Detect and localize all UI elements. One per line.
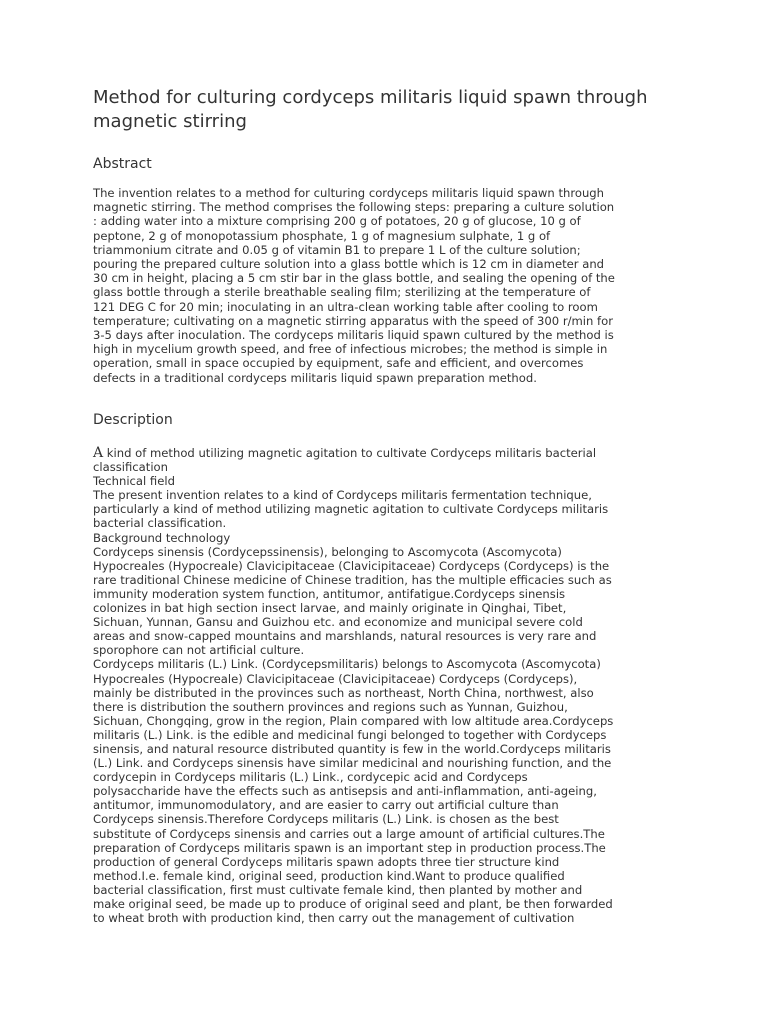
description-paragraph: The present invention relates to a kind of Cordyceps militaris fermentation technique, particularly a kind of method utilizing magnetic agitation to cultivate Cordyceps militaris bacterial classification. (93, 488, 609, 531)
description-first-letter: A (93, 445, 104, 461)
technical-field-heading: Technical field (93, 474, 175, 489)
description-paragraph: Cordyceps militaris (L.) Link. (Cordycepsmilitaris) belongs to Ascomycota (Ascomycota) Hypocreales (Hypocreale) Clavicipitaceae (Clavicipitaceae) Cordyceps (Cordyceps), mainly be distributed in the provinces such as northeast, North China, northwest, also there is distribution the southern provinces and regions such as Yunnan, Guizhou, Sichuan, Chongqing, grow in the region, Plain compared with low altitude area.Cordyceps militaris (L.) Link. is the edible and medicinal fungi belonged to together with Cordyceps sinensis, and natural resource distributed quantity is few in the world.Cordyceps militaris (L.) Link. and Cordyceps sinensis have similar medicinal and nourishing function, and the cordycepin in Cordyceps militaris (L.) Link., cordycepic acid and Cordyceps polysaccharide have the effects such as antisepsis and anti-inflammation, anti-ageing, antitumor, immunomodulatory, and are easier to carry out artificial culture than Cordyceps sinensis.Therefore Cordyceps militaris (L.) Link. is chosen as the best substitute of Cordyceps sinensis and carries out a large amount of artificial cultures.The preparation of Cordyceps militaris spawn is an important step in production process.The production of general Cordyceps militaris spawn adopts three tier structure kind method.I.e. female kind, original seed, production kind.Want to produce qualified bacterial classification, first must cultivate female kind, then planted by mother and make original seed, be made up to produce of original seed and plant, be then forwarded to wheat broth with production kind, then carry out the management of cultivation (93, 657, 614, 926)
description-body (93, 446, 683, 925)
description-heading: Description (93, 412, 173, 428)
background-technology-heading: Background technology (93, 530, 231, 545)
description-paragraph (93, 446, 683, 474)
description-paragraph: Cordyceps sinensis (Cordycepssinensis), belonging to Ascomycota (Ascomycota) Hypocreales (Hypocreale) Clavicipitaceae (Clavicipitaceae) Cordyceps (Cordyceps) is the rare traditional Chinese medicine of Chinese tradition, has the multiple efficacies such as immunity moderation system function, antitumor, antifatigue.Cordyceps sinensis colonizes in bat high section insect larvae, and mainly originate in Qinghai, Tibet, Sichuan, Yunnan, Gansu and Guizhou etc. and economize and municipal severe cold areas and snow-capped mountains and marshlands, natural resources is very rare and sporophore can not artificial culture. (93, 544, 612, 658)
abstract-heading: Abstract (93, 156, 152, 172)
description-paragraph-text: kind of method utilizing magnetic agitation to cultivate Cordyceps militaris bacterial classification (93, 446, 597, 475)
abstract-text: The invention relates to a method for culturing cordyceps militaris liquid spawn through magnetic stirring. The method comprises the following steps: preparing a culture solution : adding water into a mixture comprising 200 g of potatoes, 20 g of glucose, 10 g of peptone, 2 g of monopotassium phosphate, 1 g of magnesium sulphate, 1 g of triammonium citrate and 0.05 g of vitamin B1 to prepare 1 L of the culture solution; pouring the prepared culture solution into a glass bottle which is 12 cm in diameter and 30 cm in height, placing a 5 cm stir bar in the glass bottle, and sealing the opening of the glass bottle through a sterile breathable sealing film; sterilizing at the temperature of 121 DEG C for 20 min; inoculating in an ultra-clean working table after cooling to room temperature; cultivating on a magnetic stirring apparatus with the speed of 300 r/min for 3-5 days after inoculation. The cordyceps militaris liquid spawn cultured by the method is high in mycelium growth speed, and free of infectious microbes; the method is simple in operation, small in space occupied by equipment, safe and efficient, and overcomes defects in a traditional cordyceps militaris liquid spawn preparation method. (93, 186, 615, 385)
document-title: Method for culturing cordyceps militaris liquid spawn through magnetic stirring (93, 87, 648, 132)
